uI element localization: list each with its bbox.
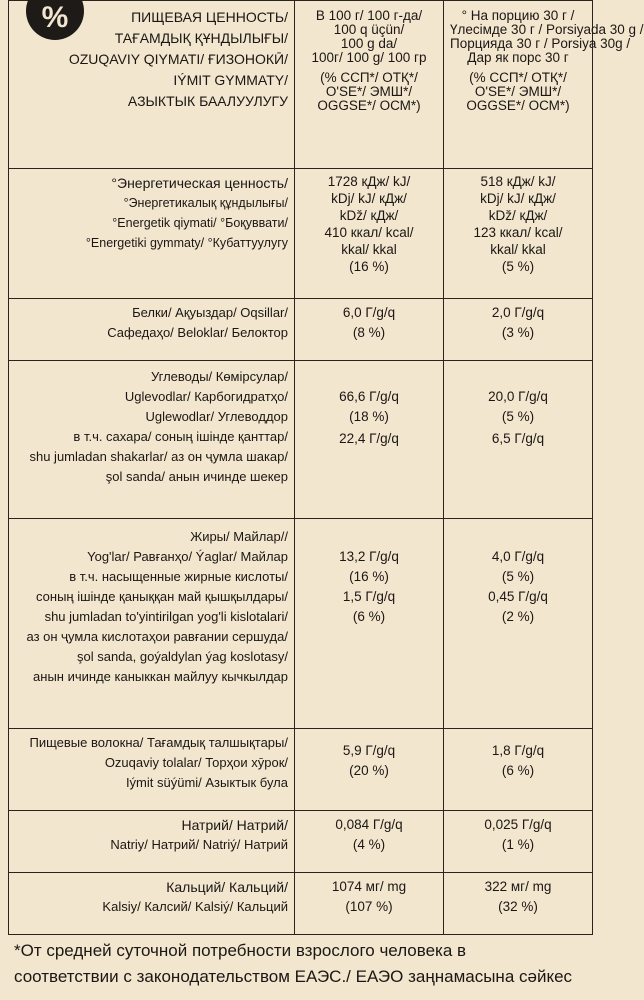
- footnote: [14, 938, 588, 990]
- header-portion: [444, 1, 644, 169]
- header-label-line: АЗЫКТЫК БААЛУУЛУГУ: [127, 93, 288, 109]
- sat-fat-percent: (6 %): [352, 609, 386, 624]
- sugar-value: 22,4 Г/g/q: [339, 431, 399, 446]
- sodium-percent: (1 %): [501, 837, 535, 852]
- header-label-line: ПИЩЕВАЯ ЦЕННОСТЬ/: [131, 9, 288, 25]
- sodium-value: 0,084 Г/g/q: [335, 817, 403, 832]
- sat-fat-value: 1,5 Г/g/q: [342, 589, 396, 604]
- fiber-percent: (6 %): [501, 763, 535, 778]
- fat-portion: [444, 519, 593, 729]
- energy-value-line: 123 ккал/ kcal/: [473, 225, 563, 240]
- calcium-value: 322 мг/ mg: [484, 879, 552, 894]
- carbs-percent: (5 %): [501, 409, 535, 424]
- calcium-label: [9, 873, 295, 935]
- energy-value-line: kkal/ kkal: [490, 242, 546, 257]
- energy-value-line: 1728 кДж/ kJ/: [327, 174, 411, 189]
- carbs-label-line: Uglewodlar/ Углеводдор: [145, 409, 288, 424]
- per100-sub-line: OGGSE*/ ОСМ*): [317, 98, 421, 113]
- fat-label-line: Жиры/ Майлар//: [190, 529, 288, 544]
- carbs-percent: (18 %): [349, 409, 389, 424]
- sat-fat-label-line: соның ішінде қаныққан май қышқылдары/: [36, 589, 288, 604]
- fiber-portion: [444, 729, 593, 811]
- sugar-label-line: şol sanda/ анын ичинде шекер: [105, 469, 288, 484]
- per100-sub-line: O'SE*/ ЭМШ*/: [325, 84, 413, 99]
- footnote-line: соответствии с законодательством ЕАЭС./ ЕАЭО заңнамасына сәйкес: [14, 967, 573, 986]
- calcium-portion: [444, 873, 593, 935]
- carbs-label-line: Углеводы/ Көмірсулар/: [150, 369, 288, 384]
- carbs-label-line: Uglevodlar/ Карбогидратҳо/: [124, 389, 288, 404]
- protein-label-line: Сафедаҳо/ Beloklar/ Белоктор: [107, 325, 288, 340]
- sodium-row: [9, 811, 593, 873]
- calcium-percent: (32 %): [498, 899, 538, 914]
- header-label-line: ТАҒАМДЫҚ ҚҰНДЫЛЫҒЫ/: [114, 30, 288, 46]
- portion-line: ° На порцию 30 г /: [461, 8, 575, 23]
- energy-percent: (16 %): [349, 259, 389, 274]
- percent-badge-text: %: [41, 1, 69, 34]
- per100-line: 100г/ 100 g/ 100 гр: [311, 50, 427, 65]
- carbs-portion: [444, 361, 593, 519]
- portion-sub-line: (% ССП*/ ОТҚ*/: [469, 70, 567, 85]
- fiber-label-line: Ozuqaviy tolalar/ Торҳои хӯрок/: [104, 755, 288, 770]
- sodium-label: [9, 811, 295, 873]
- fat-row: [9, 519, 593, 729]
- calcium-label-line: Kalsiy/ Калсий/ Kalsiý/ Кальций: [102, 899, 288, 914]
- header-label-line: OZUQAVIY QIYMATI/ ҒИЗОНОКӢ/: [68, 51, 288, 67]
- protein-row: [9, 299, 593, 361]
- per100-line: 100 g da/: [340, 36, 398, 51]
- portion-line: Порцияда 30 г / Porsiya 30g /: [450, 36, 631, 51]
- carbs-per100: [295, 361, 444, 519]
- portion-line: Дар як порс 30 г: [467, 50, 569, 65]
- energy-portion: [444, 169, 593, 299]
- calcium-per100: [295, 873, 444, 935]
- fiber-value: 1,8 Г/g/q: [491, 743, 545, 758]
- calcium-row: [9, 873, 593, 935]
- energy-label-line: °Energetik qiymati/ °Боқуввати/: [112, 216, 288, 230]
- fiber-percent: (20 %): [349, 763, 389, 778]
- fat-label-line: Yog'lar/ Равғанҳо/ Ýaglar/ Майлар: [87, 549, 288, 564]
- energy-value-line: 518 кДж/ kJ/: [480, 174, 556, 189]
- protein-label: [9, 299, 295, 361]
- energy-percent: (5 %): [501, 259, 535, 274]
- sodium-per100: [295, 811, 444, 873]
- energy-value-line: kDž/ кДж/: [488, 208, 548, 223]
- sugar-label-line: shu jumladan shakarlar/ аз он ҷумла шакар/: [29, 449, 288, 464]
- sat-fat-value: 0,45 Г/g/q: [488, 589, 548, 604]
- nutrition-table: [8, 0, 644, 935]
- sat-fat-label-line: аз он ҷумла кислотаҳои равғании сершуда/: [26, 629, 288, 644]
- sodium-percent: (4 %): [352, 837, 386, 852]
- sodium-label-line: Натрий/ Натрий/: [181, 817, 288, 833]
- energy-value-line: 410 ккал/ kcal/: [324, 225, 414, 240]
- sat-fat-percent: (2 %): [501, 609, 535, 624]
- fat-value: 13,2 Г/g/q: [339, 549, 399, 564]
- protein-label-line: Белки/ Ақуыздар/ Oqsillar/: [132, 305, 288, 320]
- protein-percent: (3 %): [501, 325, 535, 340]
- sodium-portion: [444, 811, 593, 873]
- energy-per100: [295, 169, 444, 299]
- sodium-label-line: Natriy/ Натрий/ Natriý/ Натрий: [110, 837, 288, 852]
- protein-per100: [295, 299, 444, 361]
- energy-row: [9, 169, 593, 299]
- sat-fat-label-line: в т.ч. насыщенные жирные кислоты/: [69, 569, 288, 584]
- fat-label: [9, 519, 295, 729]
- sugar-value: 6,5 Г/g/q: [491, 431, 545, 446]
- fiber-value: 5,9 Г/g/q: [342, 743, 396, 758]
- carbs-label: [9, 361, 295, 519]
- footnote-line: *От средней суточной потребности взрослого человека в: [14, 941, 467, 960]
- energy-label-line: °Энергетикалық құндылығы/: [123, 196, 288, 210]
- sodium-value: 0,025 Г/g/q: [484, 817, 552, 832]
- fat-percent: (16 %): [349, 569, 389, 584]
- energy-value-line: kDž/ кДж/: [339, 208, 399, 223]
- per100-line: 100 q üçün/: [333, 22, 405, 37]
- energy-label: [9, 169, 295, 299]
- energy-value-line: kDj/ kJ/ кДж/: [480, 191, 556, 206]
- per100-sub-line: (% ССП*/ ОТҚ*/: [320, 70, 418, 85]
- sat-fat-label-line: анын ичинде каныккан майлуу кычкылдар: [33, 669, 288, 684]
- protein-value: 2,0 Г/g/q: [491, 305, 545, 320]
- energy-value-line: kkal/ kkal: [341, 242, 397, 257]
- fat-per100: [295, 519, 444, 729]
- header-per100: [295, 1, 444, 169]
- sugar-label-line: в т.ч. сахара/ соның ішінде қанттар/: [73, 429, 288, 444]
- portion-sub-line: OGGSE*/ ОСМ*): [466, 98, 570, 113]
- fiber-label: [9, 729, 295, 811]
- energy-label-line: °Энергетическая ценность/: [111, 175, 288, 191]
- sat-fat-label-line: shu jumladan to'yintirilgan yog'li kislotalari/: [44, 609, 288, 624]
- energy-label-line: °Energetiki gymmaty/ °Кубаттуулугу: [85, 236, 288, 250]
- fat-value: 4,0 Г/g/q: [491, 549, 545, 564]
- protein-value: 6,0 Г/g/q: [342, 305, 396, 320]
- fiber-per100: [295, 729, 444, 811]
- carbs-row: [9, 361, 593, 519]
- fiber-label-line: Iýmit süýümi/ Азыктык була: [125, 775, 288, 790]
- portion-sub-line: O'SE*/ ЭМШ*/: [474, 84, 562, 99]
- calcium-percent: (107 %): [345, 899, 393, 914]
- protein-percent: (8 %): [352, 325, 386, 340]
- energy-value-line: kDj/ kJ/ кДж/: [331, 191, 407, 206]
- fiber-row: [9, 729, 593, 811]
- per100-line: В 100 г/ 100 г-да/: [315, 8, 423, 23]
- calcium-label-line: Кальций/ Кальций/: [166, 879, 288, 895]
- fat-percent: (5 %): [501, 569, 535, 584]
- sat-fat-label-line: şol sanda, goýaldylan ýag koslotasy/: [76, 649, 288, 664]
- portion-line: Үлесімде 30 г / Porsiyada 30 g /: [450, 22, 644, 37]
- calcium-value: 1074 мг/ mg: [331, 879, 407, 894]
- header-label-line: IÝMIT GYMMATY/: [173, 72, 288, 88]
- fiber-label-line: Пищевые волокна/ Тағамдық талшықтары/: [29, 735, 288, 750]
- carbs-value: 66,6 Г/g/q: [339, 389, 399, 404]
- protein-portion: [444, 299, 593, 361]
- carbs-value: 20,0 Г/g/q: [488, 389, 548, 404]
- header-row: [9, 1, 593, 169]
